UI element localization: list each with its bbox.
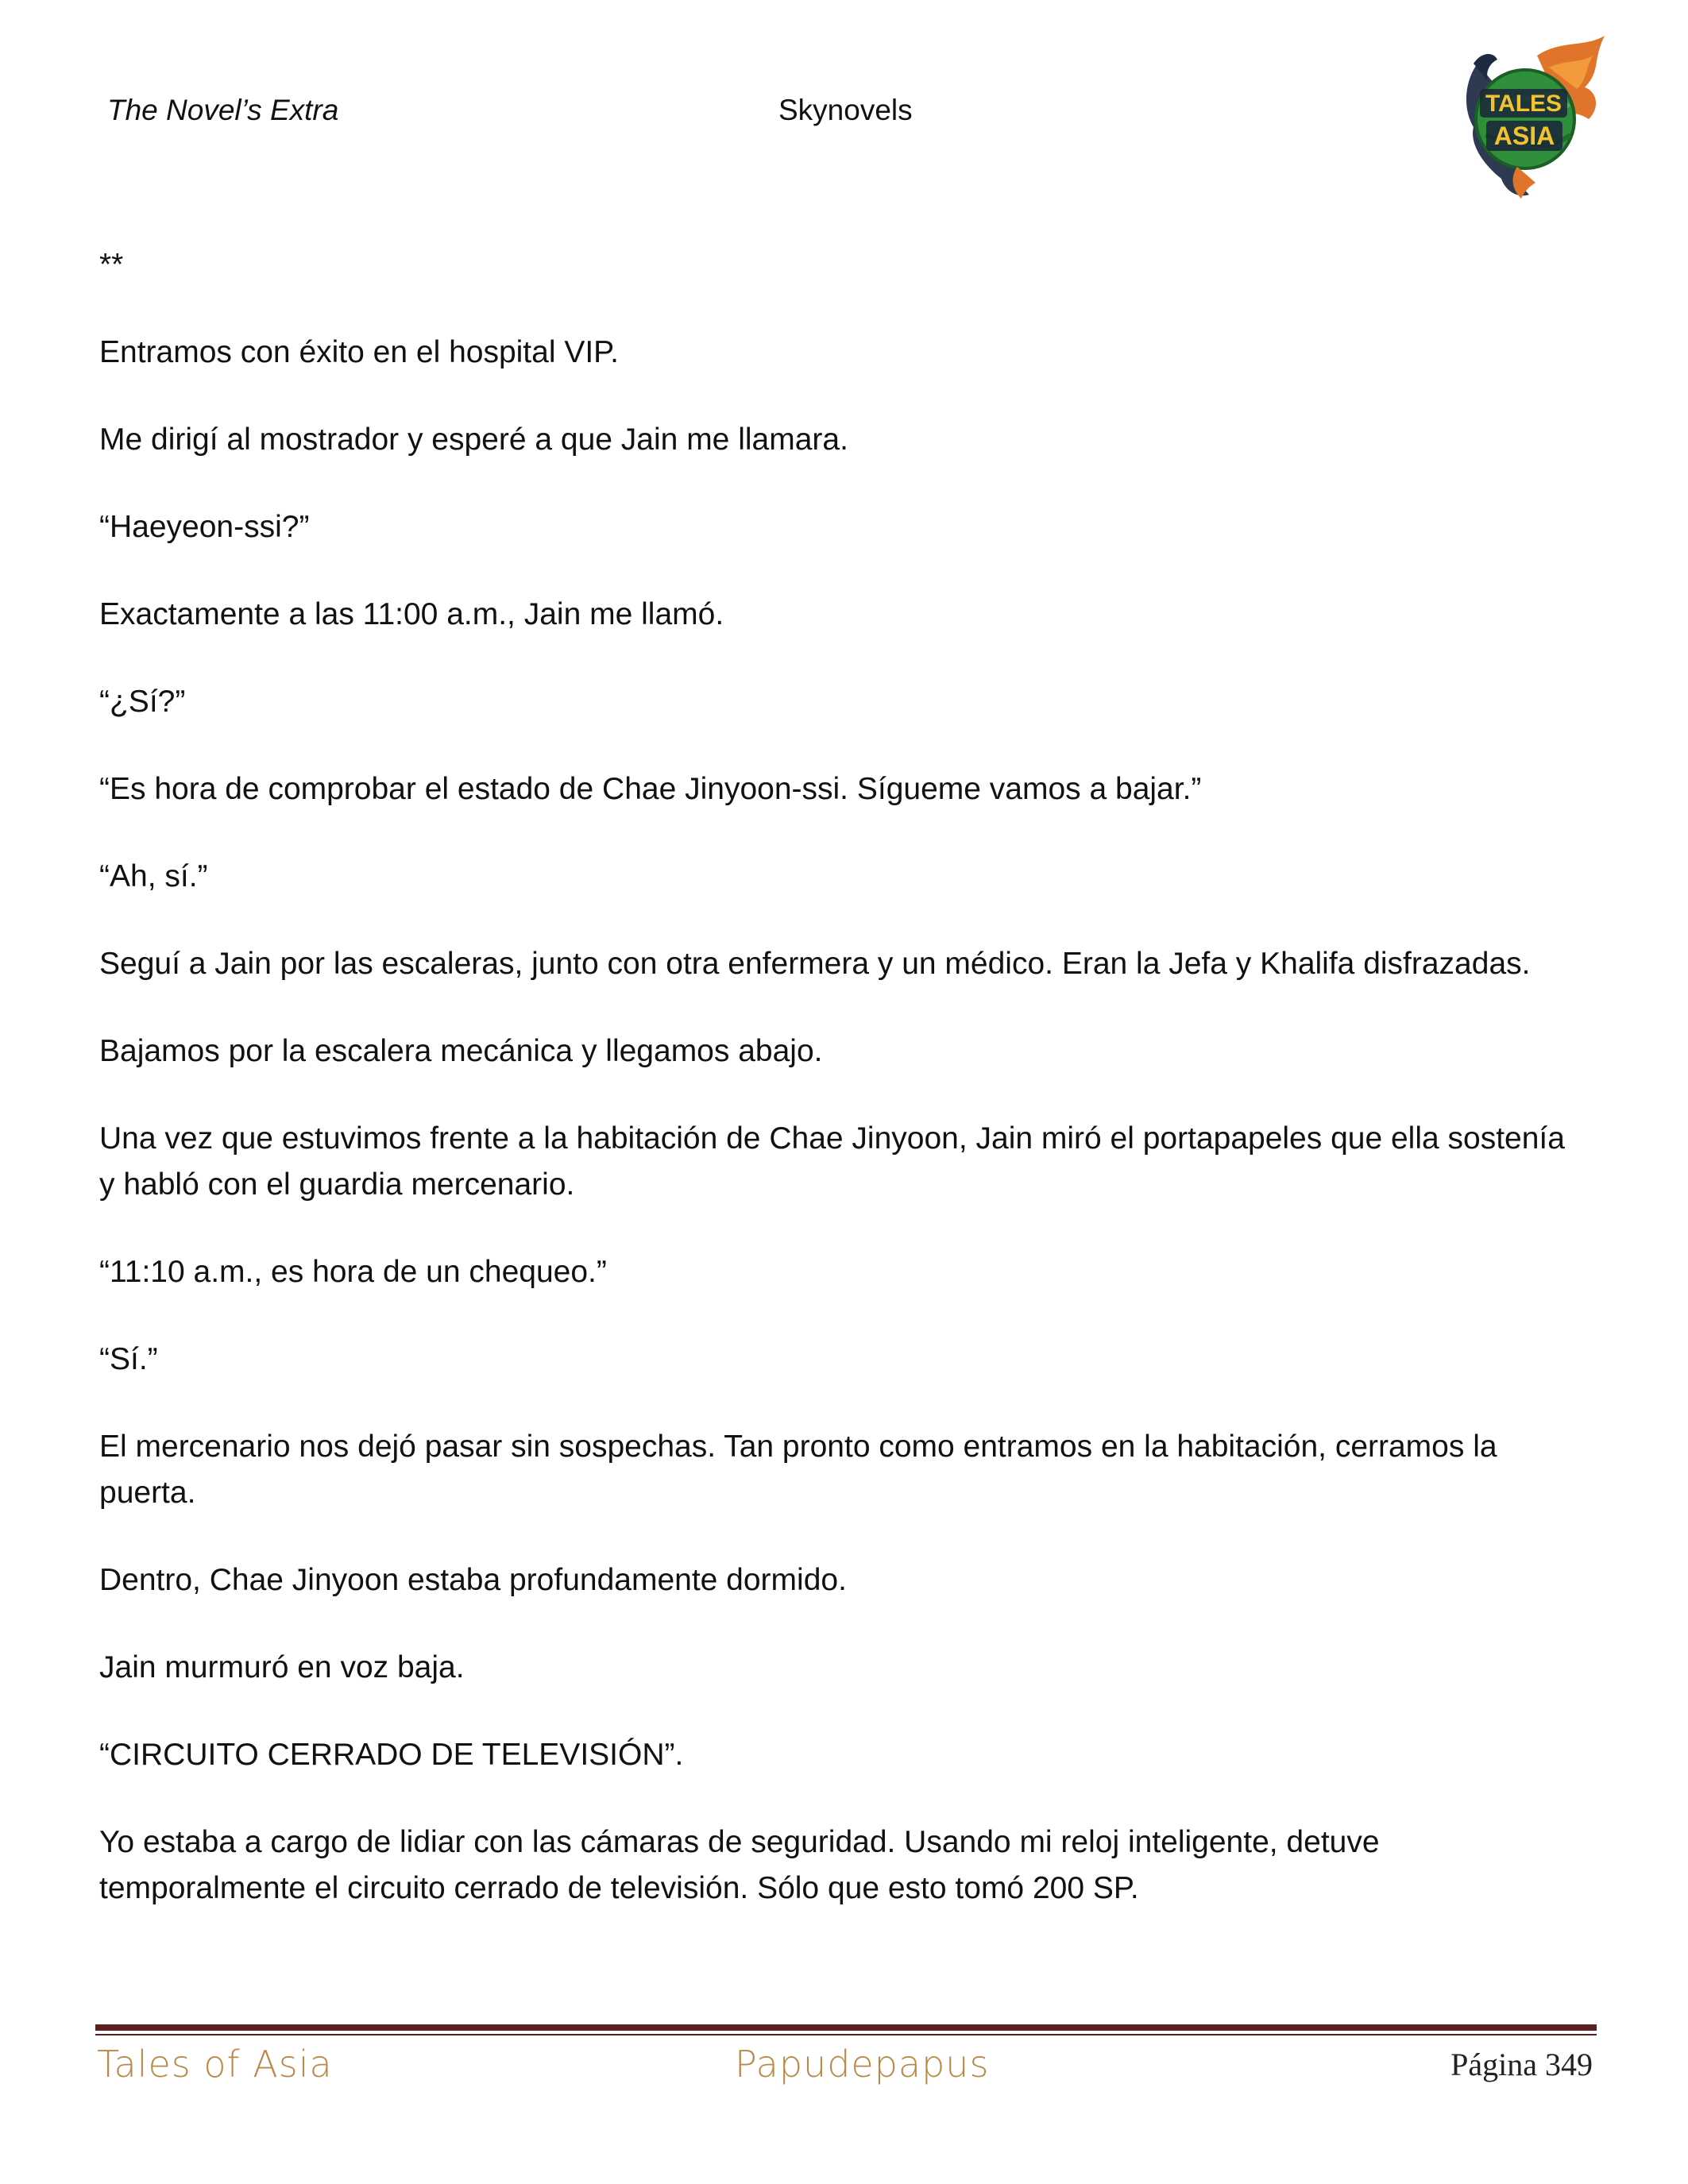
paragraph: Una vez que estuvimos frente a la habitación de Chae Jinyoon, Jain miró el portapapeles que ella sostenía y habló con el guardia mercenario.	[99, 1121, 1565, 1202]
paragraph: “Es hora de comprobar el estado de Chae Jinyoon-ssi. Sígueme vamos a bajar.”	[99, 772, 1202, 806]
page-number: Página 349	[1450, 2047, 1593, 2082]
paragraph: Exactamente a las 11:00 a.m., Jain me llamó.	[99, 597, 724, 631]
header-novel-title: The Novel’s Extra	[107, 94, 339, 126]
paragraph: Entramos con éxito en el hospital VIP.	[99, 335, 619, 369]
tales-of-asia-dragon-logo-icon	[1442, 32, 1613, 203]
paragraph: “CIRCUITO CERRADO DE TELEVISIÓN”.	[99, 1738, 684, 1772]
paragraph: **	[99, 248, 124, 282]
paragraph: Me dirigí al mostrador y esperé a que Jain me llamara.	[99, 423, 848, 457]
paragraph: Seguí a Jain por las escaleras, junto con otra enfermera y un médico. Eran la Jefa y Khalifa disfrazadas.	[99, 947, 1531, 981]
paragraph: “11:10 a.m., es hora de un chequeo.”	[99, 1255, 607, 1289]
paragraph: “¿Sí?”	[99, 685, 186, 719]
paragraph: “Haeyeon-ssi?”	[99, 510, 310, 544]
document-body	[99, 242, 1589, 1953]
paragraph: Dentro, Chae Jinyoon estaba profundamente dormido.	[99, 1563, 847, 1597]
paragraph: “Sí.”	[99, 1342, 158, 1376]
logo-text-bottom: ASIA	[1493, 122, 1555, 150]
paragraph: El mercenario nos dejó pasar sin sospechas. Tan pronto como entramos en la habitación, cerramos la puerta.	[99, 1430, 1497, 1510]
paragraph: Bajamos por la escalera mecánica y llegamos abajo.	[99, 1034, 823, 1068]
footer-rule-thin	[95, 2034, 1597, 2035]
footer-publisher: Tales of Asia	[97, 2043, 333, 2086]
paragraph: “Ah, sí.”	[99, 859, 208, 893]
header-site-name: Skynovels	[778, 94, 913, 126]
footer-translator: Papudepapus	[735, 2043, 990, 2086]
footer-rule	[95, 2024, 1597, 2031]
logo-text-top: TALES	[1485, 91, 1562, 117]
paragraph: Jain murmuró en voz baja.	[99, 1650, 465, 1684]
paragraph: Yo estaba a cargo de lidiar con las cámaras de seguridad. Usando mi reloj inteligente, detuve temporalmente el circuito cerrado de televisión. Sólo que esto tomó 200 SP.	[99, 1825, 1380, 1905]
